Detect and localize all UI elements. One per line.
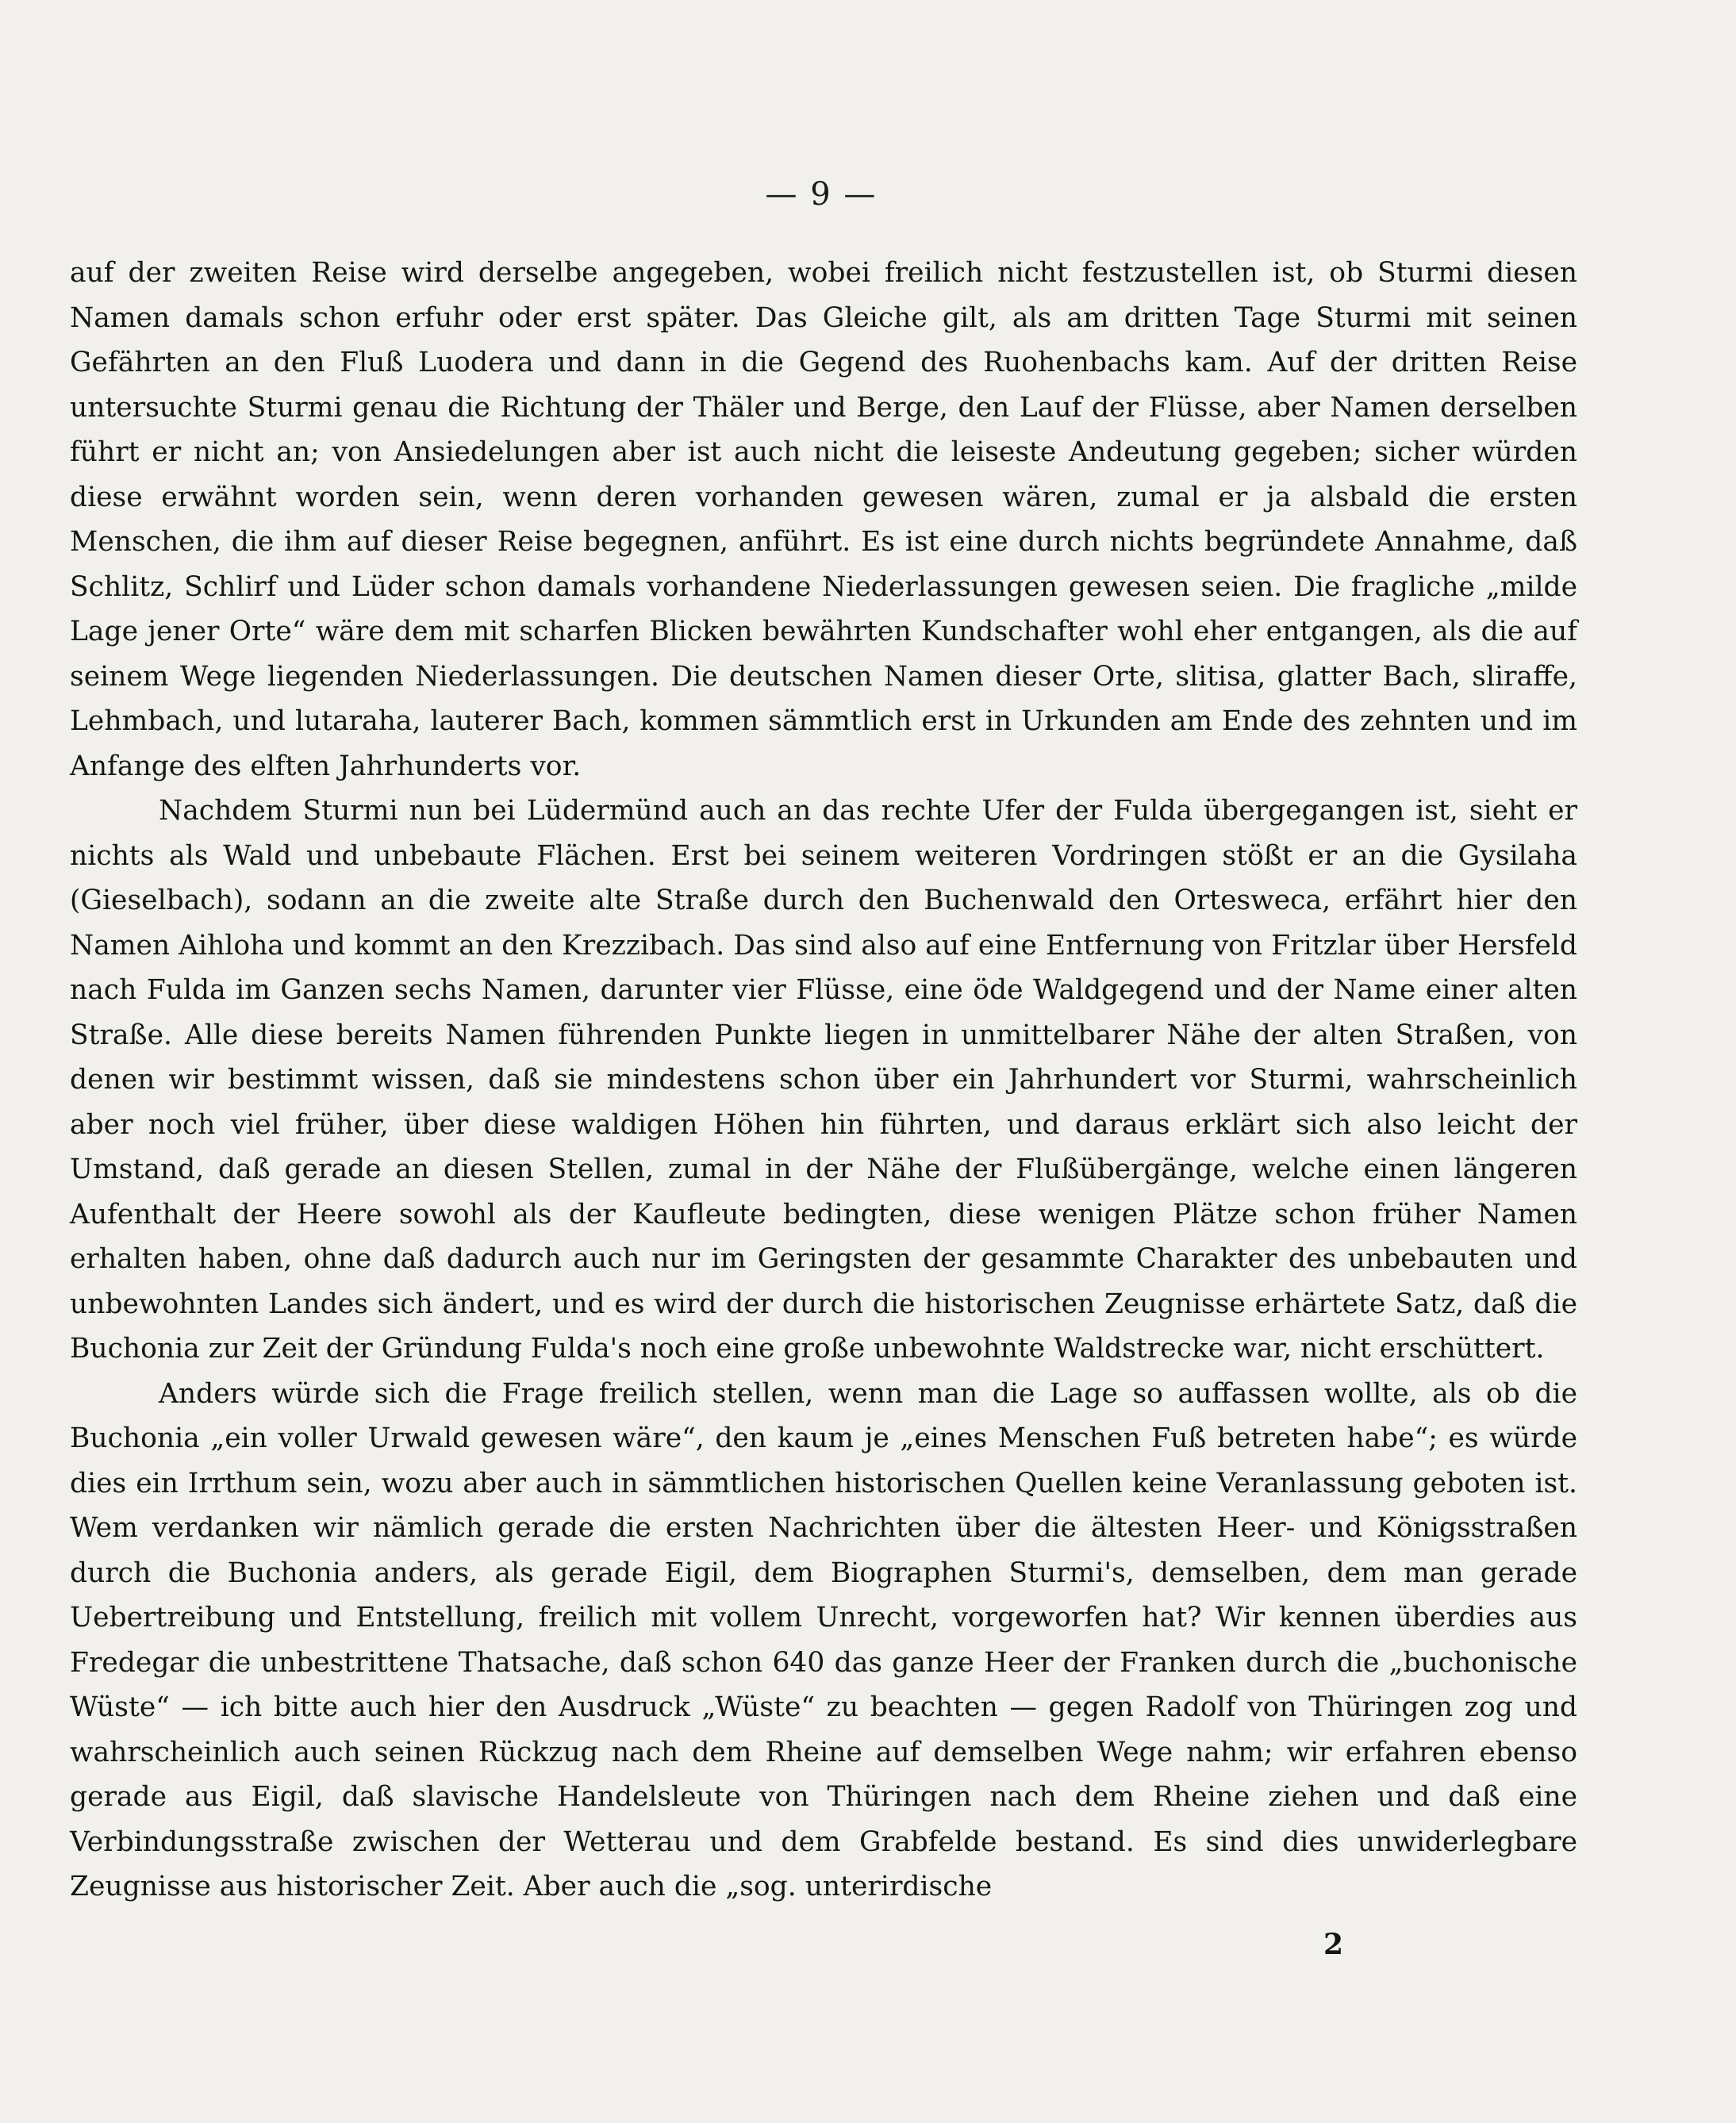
- page-number: — 9 —: [765, 176, 878, 213]
- signature-mark: 2: [1323, 1928, 1344, 1961]
- body-text: [70, 251, 1577, 1910]
- paragraph-2: Nachdem Sturmi nun bei Lüdermünd auch an das rechte Ufer der Fulda übergegangen ist, sieht er nichts als Wald und unbebaute Flächen. Erst bei seinem weiteren Vordringen stößt er an die Gysilaha (Gieselbach), sodann an die zweite alte Straße durch den Buchenwald den Ortesweca, erfährt hier den Namen Aihloha und kommt an den Krezzibach. Das sind also auf eine Entfernung von Fritzlar über Hersfeld nach Fulda im Ganzen sechs Namen, darunter vier Flüsse, eine öde Waldgegend und der Name einer alten Straße. Alle diese bereits Namen führenden Punkte liegen in unmittelbarer Nähe der alten Straßen, von denen wir bestimmt wissen, daß sie mindestens schon über ein Jahrhundert vor Sturmi, wahrscheinlich aber noch viel früher, über diese waldigen Höhen hin führten, und daraus erklärt sich also leicht der Umstand, daß gerade an diesen Stellen, zumal in der Nähe der Flußübergänge, welche einen längeren Aufenthalt der Heere sowohl als der Kaufleute bedingten, diese wenigen Plätze schon früher Namen erhalten haben, ohne daß dadurch auch nur im Geringsten der gesammte Charakter des unbebauten und unbewohnten Landes sich ändert, und es wird der durch die historischen Zeugnisse erhärtete Satz, daß die Buchonia zur Zeit der Gründung Fulda's noch eine große unbewohnte Waldstrecke war, nicht erschüttert.: [70, 795, 1577, 1365]
- paragraph-3: Anders würde sich die Frage freilich stellen, wenn man die Lage so auffassen wollte, als ob die Buchonia „ein voller Urwald gewesen wäre“, den kaum je „eines Menschen Fuß betreten habe“; es würde dies ein Irrthum sein, wozu aber auch in sämmtlichen historischen Quellen keine Veranlassung geboten ist. Wem verdanken wir nämlich gerade die ersten Nachrichten über die ältesten Heer- und Königsstraßen durch die Buchonia anders, als gerade Eigil, dem Biographen Sturmi's, demselben, dem man gerade Uebertreibung und Entstellung, freilich mit vollem Unrecht, vorgeworfen hat? Wir kennen überdies aus Fredegar die unbestrittene Thatsache, daß schon 640 das ganze Heer der Franken durch die „buchonische Wüste“ — ich bitte auch hier den Ausdruck „Wüste“ zu beachten — gegen Radolf von Thüringen zog und wahrscheinlich auch seinen Rückzug nach dem Rheine auf demselben Wege nahm; wir erfahren ebenso gerade aus Eigil, daß slavische Handelsleute von Thüringen nach dem Rheine ziehen und daß eine Verbindungsstraße zwischen der Wetterau und dem Grabfelde bestand. Es sind dies unwiderlegbare Zeugnisse aus historischer Zeit. Aber auch die „sog. unterirdische: [70, 1377, 1577, 1902]
- paragraph-1: auf der zweiten Reise wird derselbe angegeben, wobei freilich nicht festzustellen ist, ob Sturmi diesen Namen damals schon erfuhr oder erst später. Das Gleiche gilt, als am dritten Tage Sturmi mit seinen Gefährten an den Fluß Luodera und dann in die Gegend des Ruohenbachs kam. Auf der dritten Reise untersuchte Sturmi genau die Richtung der Thäler und Berge, den Lauf der Flüsse, aber Namen derselben führt er nicht an; von Ansiedelungen aber ist auch nicht die leiseste Andeutung gegeben; sicher würden diese erwähnt worden sein, wenn deren vorhanden gewesen wären, zumal er ja alsbald die ersten Menschen, die ihm auf dieser Reise begegnen, anführt. Es ist eine durch nichts begründete Annahme, daß Schlitz, Schlirf und Lüder schon damals vorhandene Niederlassungen gewesen seien. Die fragliche „milde Lage jener Orte“ wäre dem mit scharfen Blicken bewährten Kundschafter wohl eher entgangen, als die auf seinem Wege liegenden Niederlassungen. Die deutschen Namen dieser Orte, slitisa, glatter Bach, sliraffe, Lehmbach, und lutaraha, lauterer Bach, kommen sämmtlich erst in Urkunden am Ende des zehnten und im Anfange des elften Jahrhunderts vor.: [70, 257, 1577, 782]
